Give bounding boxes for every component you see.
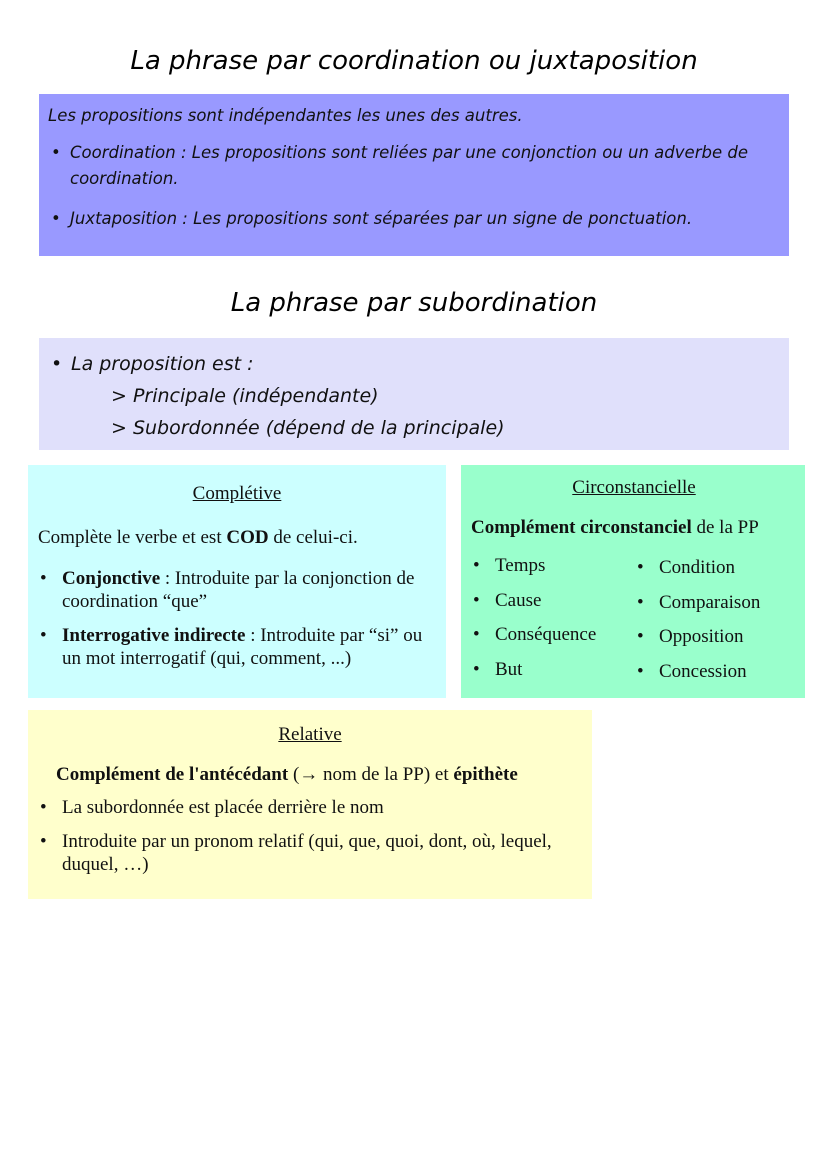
list-item <box>471 584 635 619</box>
list-item-text: Concession <box>659 660 747 682</box>
relative-box <box>28 710 592 899</box>
list-item-text: Opposition <box>659 626 744 647</box>
subordination-lead-text: La proposition est : <box>71 353 254 375</box>
juxtaposition-item <box>48 206 779 232</box>
list-item-text: Introduite par un pronom relatif (qui, que, quoi, dont, où, lequel, duquel, …) <box>62 831 552 875</box>
bullet-icon: • <box>51 143 61 162</box>
circonstancielle-description <box>471 517 797 539</box>
list-item <box>38 796 582 819</box>
list-item-term: Interrogative indirecte <box>62 625 246 646</box>
relative-desc-bold2: épithète <box>453 764 518 785</box>
list-item-text: Comparaison <box>659 591 761 613</box>
circonstancielle-heading: Circonstancielle <box>572 477 696 498</box>
list-item-text: : Introduite par “si” ou un mot interrogatif (qui, comment, ...) <box>62 625 423 669</box>
bullet-icon: • <box>51 353 63 375</box>
bullet-icon: • <box>637 591 644 613</box>
list-item-text: Condition <box>659 557 736 578</box>
bullet-icon: • <box>40 625 47 646</box>
coordination-box <box>39 94 789 256</box>
bullet-icon: • <box>637 626 644 647</box>
list-item <box>635 655 760 690</box>
circonstancielle-desc-bold: Complément circonstanciel <box>471 517 692 538</box>
list-item <box>38 567 436 613</box>
coordination-title: La phrase par coordination ou juxtaposition <box>130 46 698 76</box>
list-item <box>635 620 760 655</box>
list-item <box>38 624 436 670</box>
bullet-icon: • <box>40 568 47 589</box>
bullet-icon: • <box>637 557 644 578</box>
circonstancielle-box <box>461 465 805 698</box>
completive-description <box>38 527 436 549</box>
circonstancielle-list-left <box>471 549 635 689</box>
bullet-icon: • <box>473 589 480 611</box>
list-item-text: : Introduite par la conjonction de coordination “que” <box>62 568 415 612</box>
circonstancielle-list-right <box>635 549 760 689</box>
list-item <box>471 618 635 653</box>
relative-desc-bold1: Complément de l'antécédant <box>56 764 289 785</box>
completive-box <box>28 465 446 698</box>
bullet-icon: • <box>51 209 61 228</box>
coordination-item <box>48 140 779 192</box>
list-item <box>635 586 760 621</box>
relative-list <box>38 796 582 876</box>
coordination-intro: Les propositions sont indépendantes les unes des autres. <box>48 106 523 125</box>
relative-heading: Relative <box>278 724 342 745</box>
list-item <box>471 653 635 688</box>
relative-desc-mid: (→ nom de la PP) et <box>288 764 454 785</box>
completive-desc-pre: Complète le verbe et est <box>38 527 227 548</box>
subordination-box <box>39 338 789 450</box>
list-item-term: Conjonctive <box>62 568 161 589</box>
bullet-icon: • <box>637 660 644 682</box>
list-item <box>471 549 635 584</box>
bullet-icon: • <box>40 831 47 852</box>
coordination-item-text: Coordination : Les propositions sont reliées par une conjonction ou un adverbe de coordination. <box>70 143 748 188</box>
bullet-icon: • <box>473 555 480 576</box>
bullet-icon: • <box>473 658 480 680</box>
list-item <box>38 830 582 876</box>
list-item-text: Temps <box>495 555 546 576</box>
list-item-text: La subordonnée est placée derrière le nom <box>62 797 384 818</box>
bullet-icon: • <box>473 624 480 645</box>
subordonnee-line: > Subordonnée (dépend de la principale) <box>111 417 505 439</box>
list-item-text: Cause <box>495 589 542 611</box>
circonstancielle-columns <box>471 549 797 689</box>
relative-description <box>38 764 582 786</box>
juxtaposition-item-text: Juxtaposition : Les propositions sont séparées par un signe de ponctuation. <box>70 209 693 228</box>
completive-heading: Complétive <box>192 483 282 504</box>
circonstancielle-desc-post: de la PP <box>691 517 759 538</box>
subordination-title: La phrase par subordination <box>230 288 598 318</box>
subordination-lead <box>51 348 789 380</box>
completive-desc-post: de celui-ci. <box>268 527 358 548</box>
bullet-icon: • <box>40 797 47 818</box>
list-item <box>635 551 760 586</box>
completive-list <box>38 567 436 670</box>
list-item-text: Conséquence <box>495 624 597 645</box>
list-item-text: But <box>495 658 523 680</box>
completive-desc-bold: COD <box>226 527 269 548</box>
principale-line: > Principale (indépendante) <box>111 385 379 407</box>
